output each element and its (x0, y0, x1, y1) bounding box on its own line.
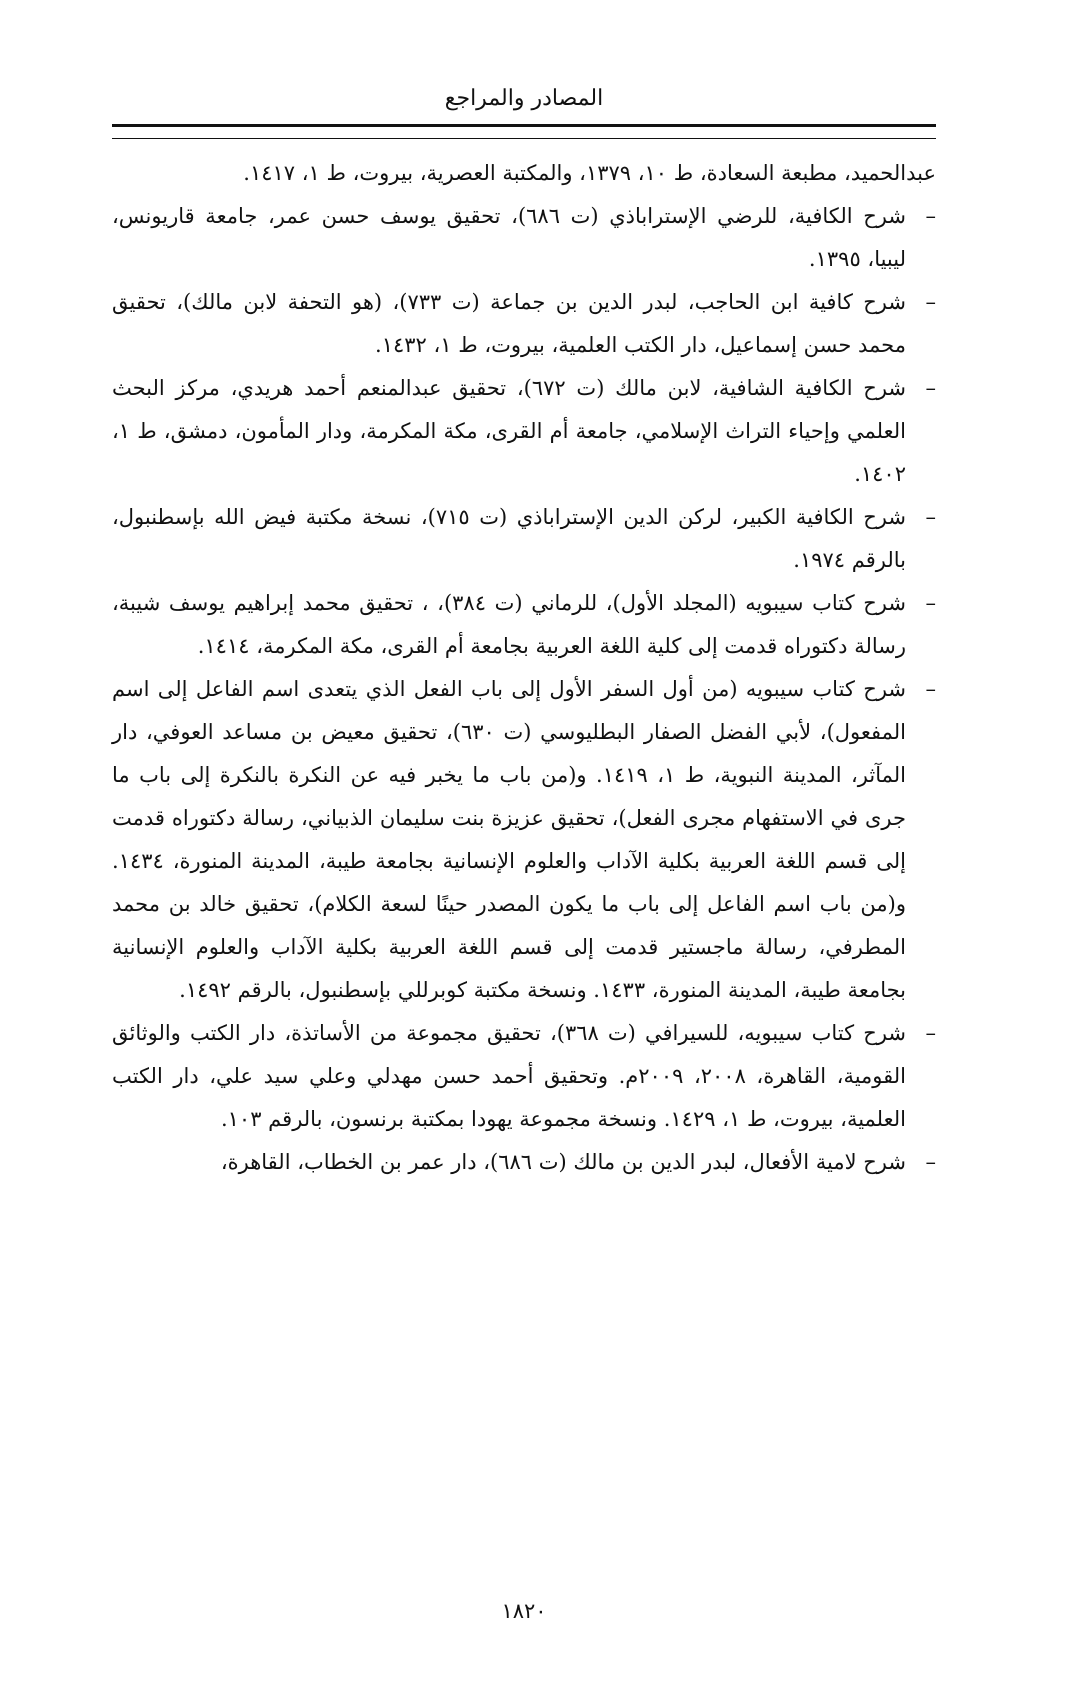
header-rule-thick (112, 124, 936, 127)
entry-text: شرح كتاب سيبويه (المجلد الأول)، للرماني (ت ٣٨٤)، ، تحقيق محمد إبراهيم يوسف شيبة، رسالة دكتوراه قدمت إلى كلية اللغة العربية بجامعة أم القرى، مكة المكرمة، ١٤١٤. (112, 591, 906, 658)
entry-dash-bullet: – (925, 591, 936, 615)
bibliography-entry (112, 152, 936, 195)
bibliography-entry (112, 668, 936, 1012)
entry-text: شرح الكافية، للرضي الإستراباذي (ت ٦٨٦)، تحقيق يوسف حسن عمر، جامعة قاريونس، ليبيا، ١٣٩٥. (112, 204, 906, 271)
running-head-title: المصادر والمراجع (444, 86, 604, 111)
header-rule-thin (112, 138, 936, 139)
entry-dash-bullet: – (925, 1021, 936, 1045)
entry-dash-bullet: – (925, 376, 936, 400)
entry-dash-bullet: – (925, 1150, 936, 1174)
entry-dash-bullet: – (925, 290, 936, 314)
entry-text: شرح كافية ابن الحاجب، لبدر الدين بن جماعة (ت ٧٣٣)، (هو التحفة لابن مالك)، تحقيق محمد حسن إسماعيل، دار الكتب العلمية، بيروت، ط ١، ١٤٣٢. (112, 290, 906, 357)
entry-text: عبدالحميد، مطبعة السعادة، ط ١٠، ١٣٧٩، والمكتبة العصرية، بيروت، ط ١، ١٤١٧. (243, 161, 936, 185)
bibliography-entry (112, 1012, 936, 1141)
entry-text: شرح الكافية الشافية، لابن مالك (ت ٦٧٢)، تحقيق عبدالمنعم أحمد هريدي، مركز البحث العلمي وإحياء التراث الإسلامي، جامعة أم القرى، مكة المكرمة، ودار المأمون، دمشق، ط ١، ١٤٠٢. (112, 376, 906, 486)
entry-text: شرح كتاب سيبويه، للسيرافي (ت ٣٦٨)، تحقيق مجموعة من الأساتذة، دار الكتب والوثائق القومية، القاهرة، ٢٠٠٨، ٢٠٠٩م. وتحقيق أحمد حسن مهدلي وعلي سيد علي، دار الكتب العلمية، بيروت، ط ١، ١٤٢٩. ونسخة مجموعة يهودا بمكتبة برنسون، بالرقم ١٠٣. (112, 1021, 907, 1131)
page-number: ١٨٢٠ (501, 1599, 547, 1623)
bibliography-entry (112, 195, 936, 281)
entry-dash-bullet: – (925, 204, 936, 228)
entry-dash-bullet: – (925, 505, 936, 529)
entry-text: شرح كتاب سيبويه (من أول السفر الأول إلى باب الفعل الذي يتعدى اسم الفاعل إلى اسم المفعول)، لأبي الفضل الصفار البطليوسي (ت ٦٣٠)، تحقيق معيض بن مساعد العوفي، دار المآثر، المدينة النبوية، ط ١، ١٤١٩. و(من باب ما يخبر فيه عن النكرة بالنكرة إلى باب ما جرى في الاستفهام مجرى الفعل)، تحقيق عزيزة بنت سليمان الذبياني، رسالة دكتوراه قدمت إلى قسم اللغة العربية بكلية الآداب والعلوم الإنسانية بجامعة طيبة، المدينة المنورة، ١٤٣٤. و(من باب اسم الفاعل إلى باب ما يكون المصدر حينًا لسعة الكلام)، تحقيق خالد بن محمد المطرفي، رسالة ماجستير قدمت إلى قسم اللغة العربية بكلية الآداب والعلوم الإنسانية بجامعة طيبة، المدينة المنورة، ١٤٣٣. ونسخة مكتبة كوبرللي بإسطنبول، بالرقم ١٤٩٢. (112, 677, 907, 1002)
bibliography-entry (112, 367, 936, 496)
bibliography-entry (112, 496, 936, 582)
entry-text: شرح الكافية الكبير، لركن الدين الإستراباذي (ت ٧١٥)، نسخة مكتبة فيض الله بإسطنبول، بالرقم ١٩٧٤. (112, 505, 906, 572)
bibliography-entry (112, 281, 936, 367)
bibliography-list (112, 152, 936, 1184)
entry-dash-bullet: – (925, 677, 936, 701)
bibliography-entry (112, 582, 936, 668)
entry-text: شرح لامية الأفعال، لبدر الدين بن مالك (ت ٦٨٦)، دار عمر بن الخطاب، القاهرة، (220, 1150, 906, 1174)
bibliography-entry (112, 1141, 936, 1184)
